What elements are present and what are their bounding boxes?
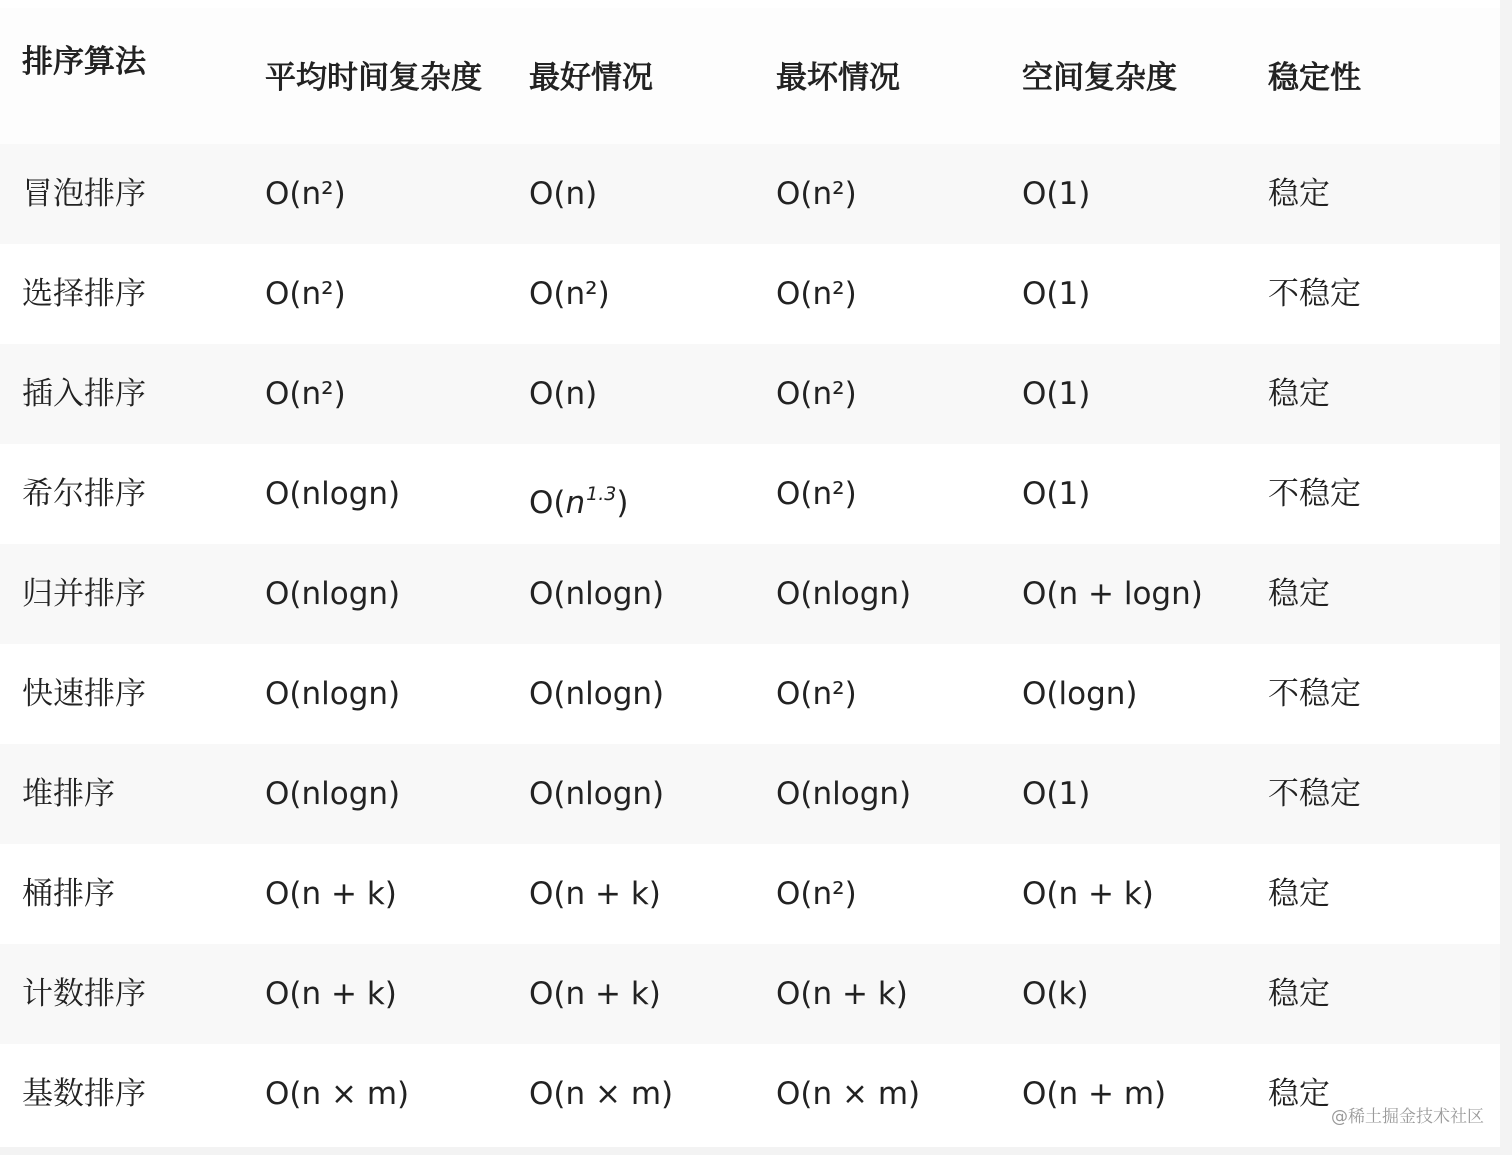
stability: 稳定 — [1268, 1076, 1330, 1112]
table-row — [0, 244, 1500, 344]
table-row — [0, 544, 1500, 644]
average-time: O(nlogn) — [265, 676, 401, 712]
best-case: O(n + k) — [529, 876, 661, 912]
header-space-complexity: 空间复杂度 — [1022, 60, 1177, 96]
worst-case: O(n²) — [776, 676, 857, 712]
algorithm-name: 计数排序 — [22, 976, 146, 1012]
space-complexity: O(1) — [1022, 476, 1091, 512]
table-row — [0, 444, 1500, 544]
average-time: O(nlogn) — [265, 776, 401, 812]
best-case: O(n) — [529, 376, 598, 412]
formula-prefix: O( — [529, 485, 566, 521]
average-time: O(n²) — [265, 376, 346, 412]
algorithm-name: 基数排序 — [22, 1076, 146, 1112]
algorithm-name: 选择排序 — [22, 276, 146, 312]
average-time: O(n²) — [265, 276, 346, 312]
header-worst-case: 最坏情况 — [776, 60, 900, 96]
average-time: O(n + k) — [265, 976, 397, 1012]
stability: 不稳定 — [1268, 676, 1361, 712]
best-case: O(n) — [529, 176, 598, 212]
sorting-complexity-table — [0, 8, 1500, 1148]
average-time: O(n²) — [265, 176, 346, 212]
stability: 不稳定 — [1268, 776, 1361, 812]
space-complexity: O(1) — [1022, 376, 1091, 412]
formula-base: n — [565, 485, 586, 521]
worst-case: O(n²) — [776, 376, 857, 412]
worst-case: O(n²) — [776, 876, 857, 912]
stability: 稳定 — [1268, 976, 1330, 1012]
space-complexity: O(logn) — [1022, 676, 1138, 712]
header-average-time: 平均时间复杂度 — [265, 60, 482, 96]
best-case: O(n + k) — [529, 976, 661, 1012]
worst-case: O(n × m) — [776, 1076, 921, 1112]
stability: 稳定 — [1268, 876, 1330, 912]
worst-case: O(nlogn) — [776, 776, 912, 812]
table-row — [0, 744, 1500, 844]
best-case: O(nlogn) — [529, 676, 665, 712]
best-case: O(n²) — [529, 276, 610, 312]
worst-case: O(n²) — [776, 176, 857, 212]
stability: 不稳定 — [1268, 476, 1361, 512]
table-row — [0, 344, 1500, 444]
table-row — [0, 1044, 1500, 1144]
header-best-case: 最好情况 — [529, 60, 653, 96]
space-complexity: O(n + m) — [1022, 1076, 1167, 1112]
algorithm-name: 插入排序 — [22, 376, 146, 412]
table-header-row — [0, 8, 1500, 144]
worst-case: O(n + k) — [776, 976, 908, 1012]
stability: 不稳定 — [1268, 276, 1361, 312]
table-row — [0, 144, 1500, 244]
algorithm-name: 堆排序 — [22, 776, 115, 812]
header-algorithm: 排序算法 — [22, 44, 146, 80]
worst-case: O(n²) — [776, 476, 857, 512]
table-row — [0, 844, 1500, 944]
formula-suffix: ) — [616, 485, 629, 521]
space-complexity: O(1) — [1022, 276, 1091, 312]
table-row — [0, 944, 1500, 1044]
stability: 稳定 — [1268, 576, 1330, 612]
algorithm-name: 快速排序 — [22, 676, 146, 712]
best-case-formula — [529, 474, 628, 523]
space-complexity: O(k) — [1022, 976, 1089, 1012]
space-complexity: O(n + logn) — [1022, 576, 1203, 612]
stability: 稳定 — [1268, 176, 1330, 212]
average-time: O(n × m) — [265, 1076, 410, 1112]
space-complexity: O(1) — [1022, 176, 1091, 212]
algorithm-name: 冒泡排序 — [22, 176, 146, 212]
algorithm-name: 桶排序 — [22, 876, 115, 912]
average-time: O(n + k) — [265, 876, 397, 912]
algorithm-name: 归并排序 — [22, 576, 146, 612]
best-case: O(n × m) — [529, 1076, 674, 1112]
formula-exponent: 1.3 — [586, 483, 617, 505]
worst-case: O(nlogn) — [776, 576, 912, 612]
table-row — [0, 644, 1500, 744]
best-case: O(nlogn) — [529, 776, 665, 812]
average-time: O(nlogn) — [265, 476, 401, 512]
average-time: O(nlogn) — [265, 576, 401, 612]
worst-case: O(n²) — [776, 276, 857, 312]
header-stability: 稳定性 — [1268, 60, 1361, 96]
watermark: @稀土掘金技术社区 — [1331, 1107, 1484, 1127]
algorithm-name: 希尔排序 — [22, 476, 146, 512]
bottom-edge — [0, 1147, 1512, 1155]
best-case: O(nlogn) — [529, 576, 665, 612]
stability: 稳定 — [1268, 376, 1330, 412]
space-complexity: O(n + k) — [1022, 876, 1154, 912]
right-edge — [1500, 0, 1512, 1155]
space-complexity: O(1) — [1022, 776, 1091, 812]
